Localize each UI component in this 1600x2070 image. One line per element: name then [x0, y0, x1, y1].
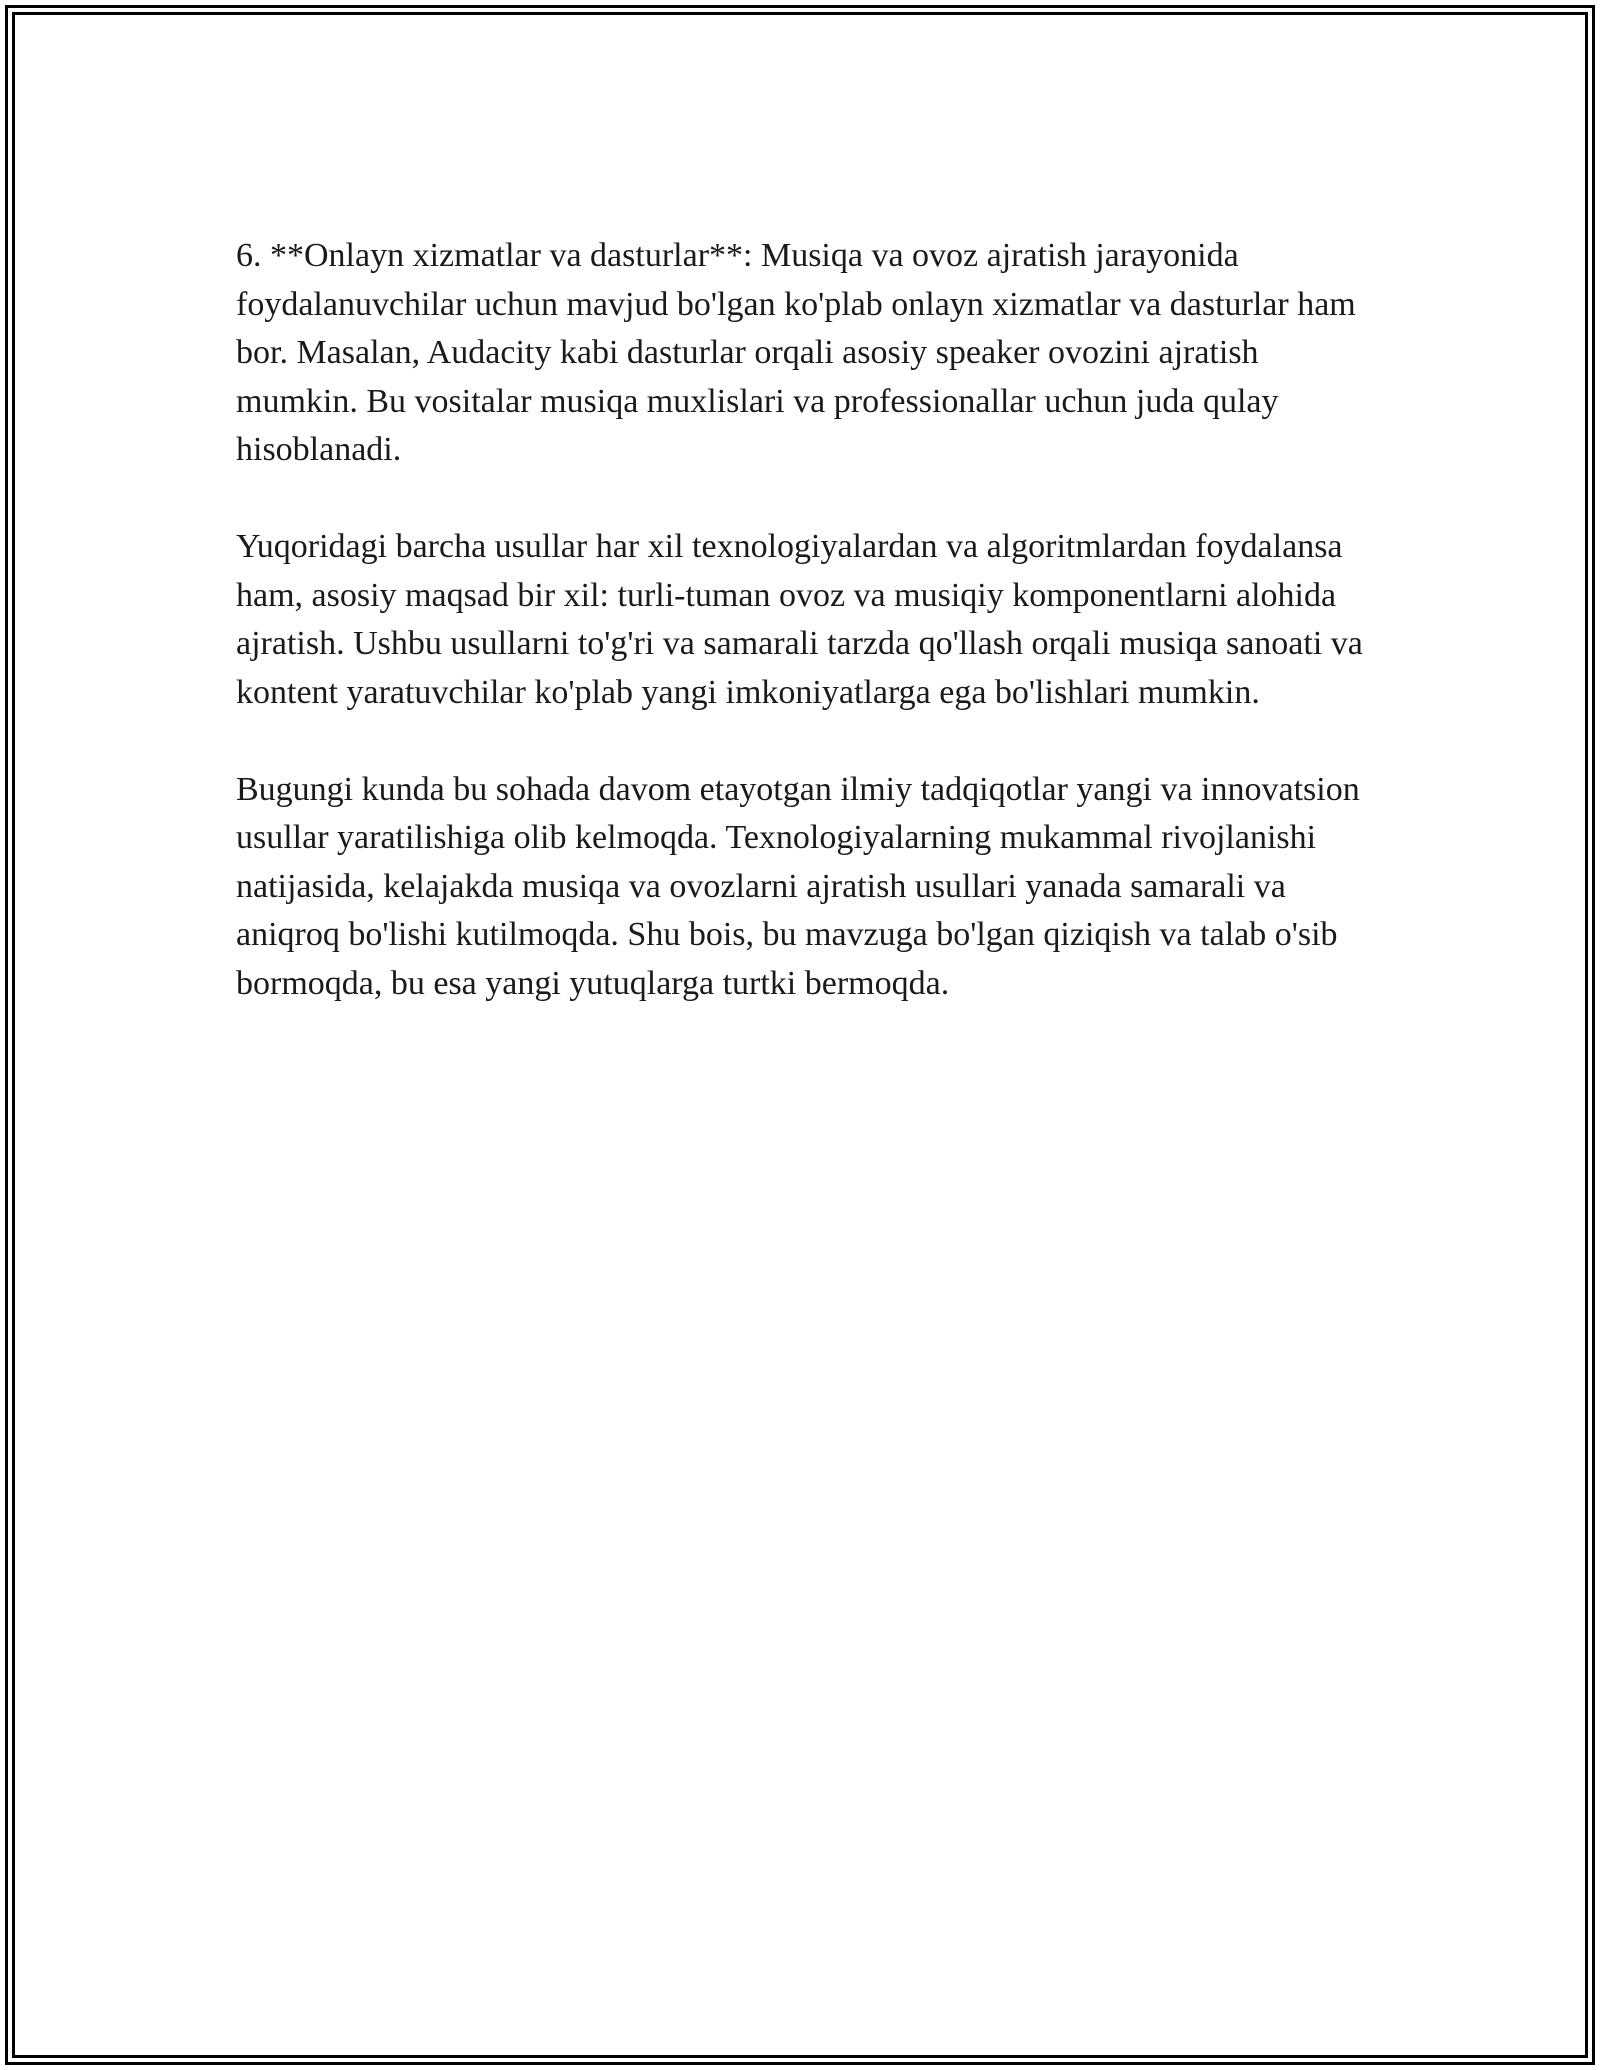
- paragraph-methods-summary: Yuqoridagi barcha usullar har xil texnologiyalardan va algoritmlardan foydalansa ham, asosiy maqsad bir xil: turli-tuman ovoz va musiqiy komponentlarni alohida ajratish. Ushbu usullarni to'g'ri va samarali tarzda qo'llash orqali musiqa sanoati va kontent yaratuvchilar ko'plab yangi imkoniyatlarga ega bo'lishlari mumkin.: [236, 528, 1363, 711]
- paragraph-online-services: 6. **Onlayn xizmatlar va dasturlar**: Musiqa va ovoz ajratish jarayonida foydalanuvchilar uchun mavjud bo'lgan ko'plab onlayn xizmatlar va dasturlar ham bor. Masalan, Audacity kabi dasturlar orqali asosiy speaker ovozini ajratish mumkin. Bu vositalar musiqa muxlislari va professionallar uchun juda qulay hisoblanadi.: [236, 237, 1356, 468]
- document-body: [236, 232, 1366, 1057]
- paragraph-future-research: Bugungi kunda bu sohada davom etayotgan ilmiy tadqiqotlar yangi va innovatsion usullar yaratilishiga olib kelmoqda. Texnologiyalarning mukammal rivojlanishi natijasida, kelajakda musiqa va ovozlarni ajratish usullari yanada samarali va aniqroq bo'lishi kutilmoqda. Shu bois, bu mavzuga bo'lgan qiziqish va talab o'sib bormoqda, bu esa yangi yutuqlarga turtki bermoqda.: [236, 770, 1360, 1002]
